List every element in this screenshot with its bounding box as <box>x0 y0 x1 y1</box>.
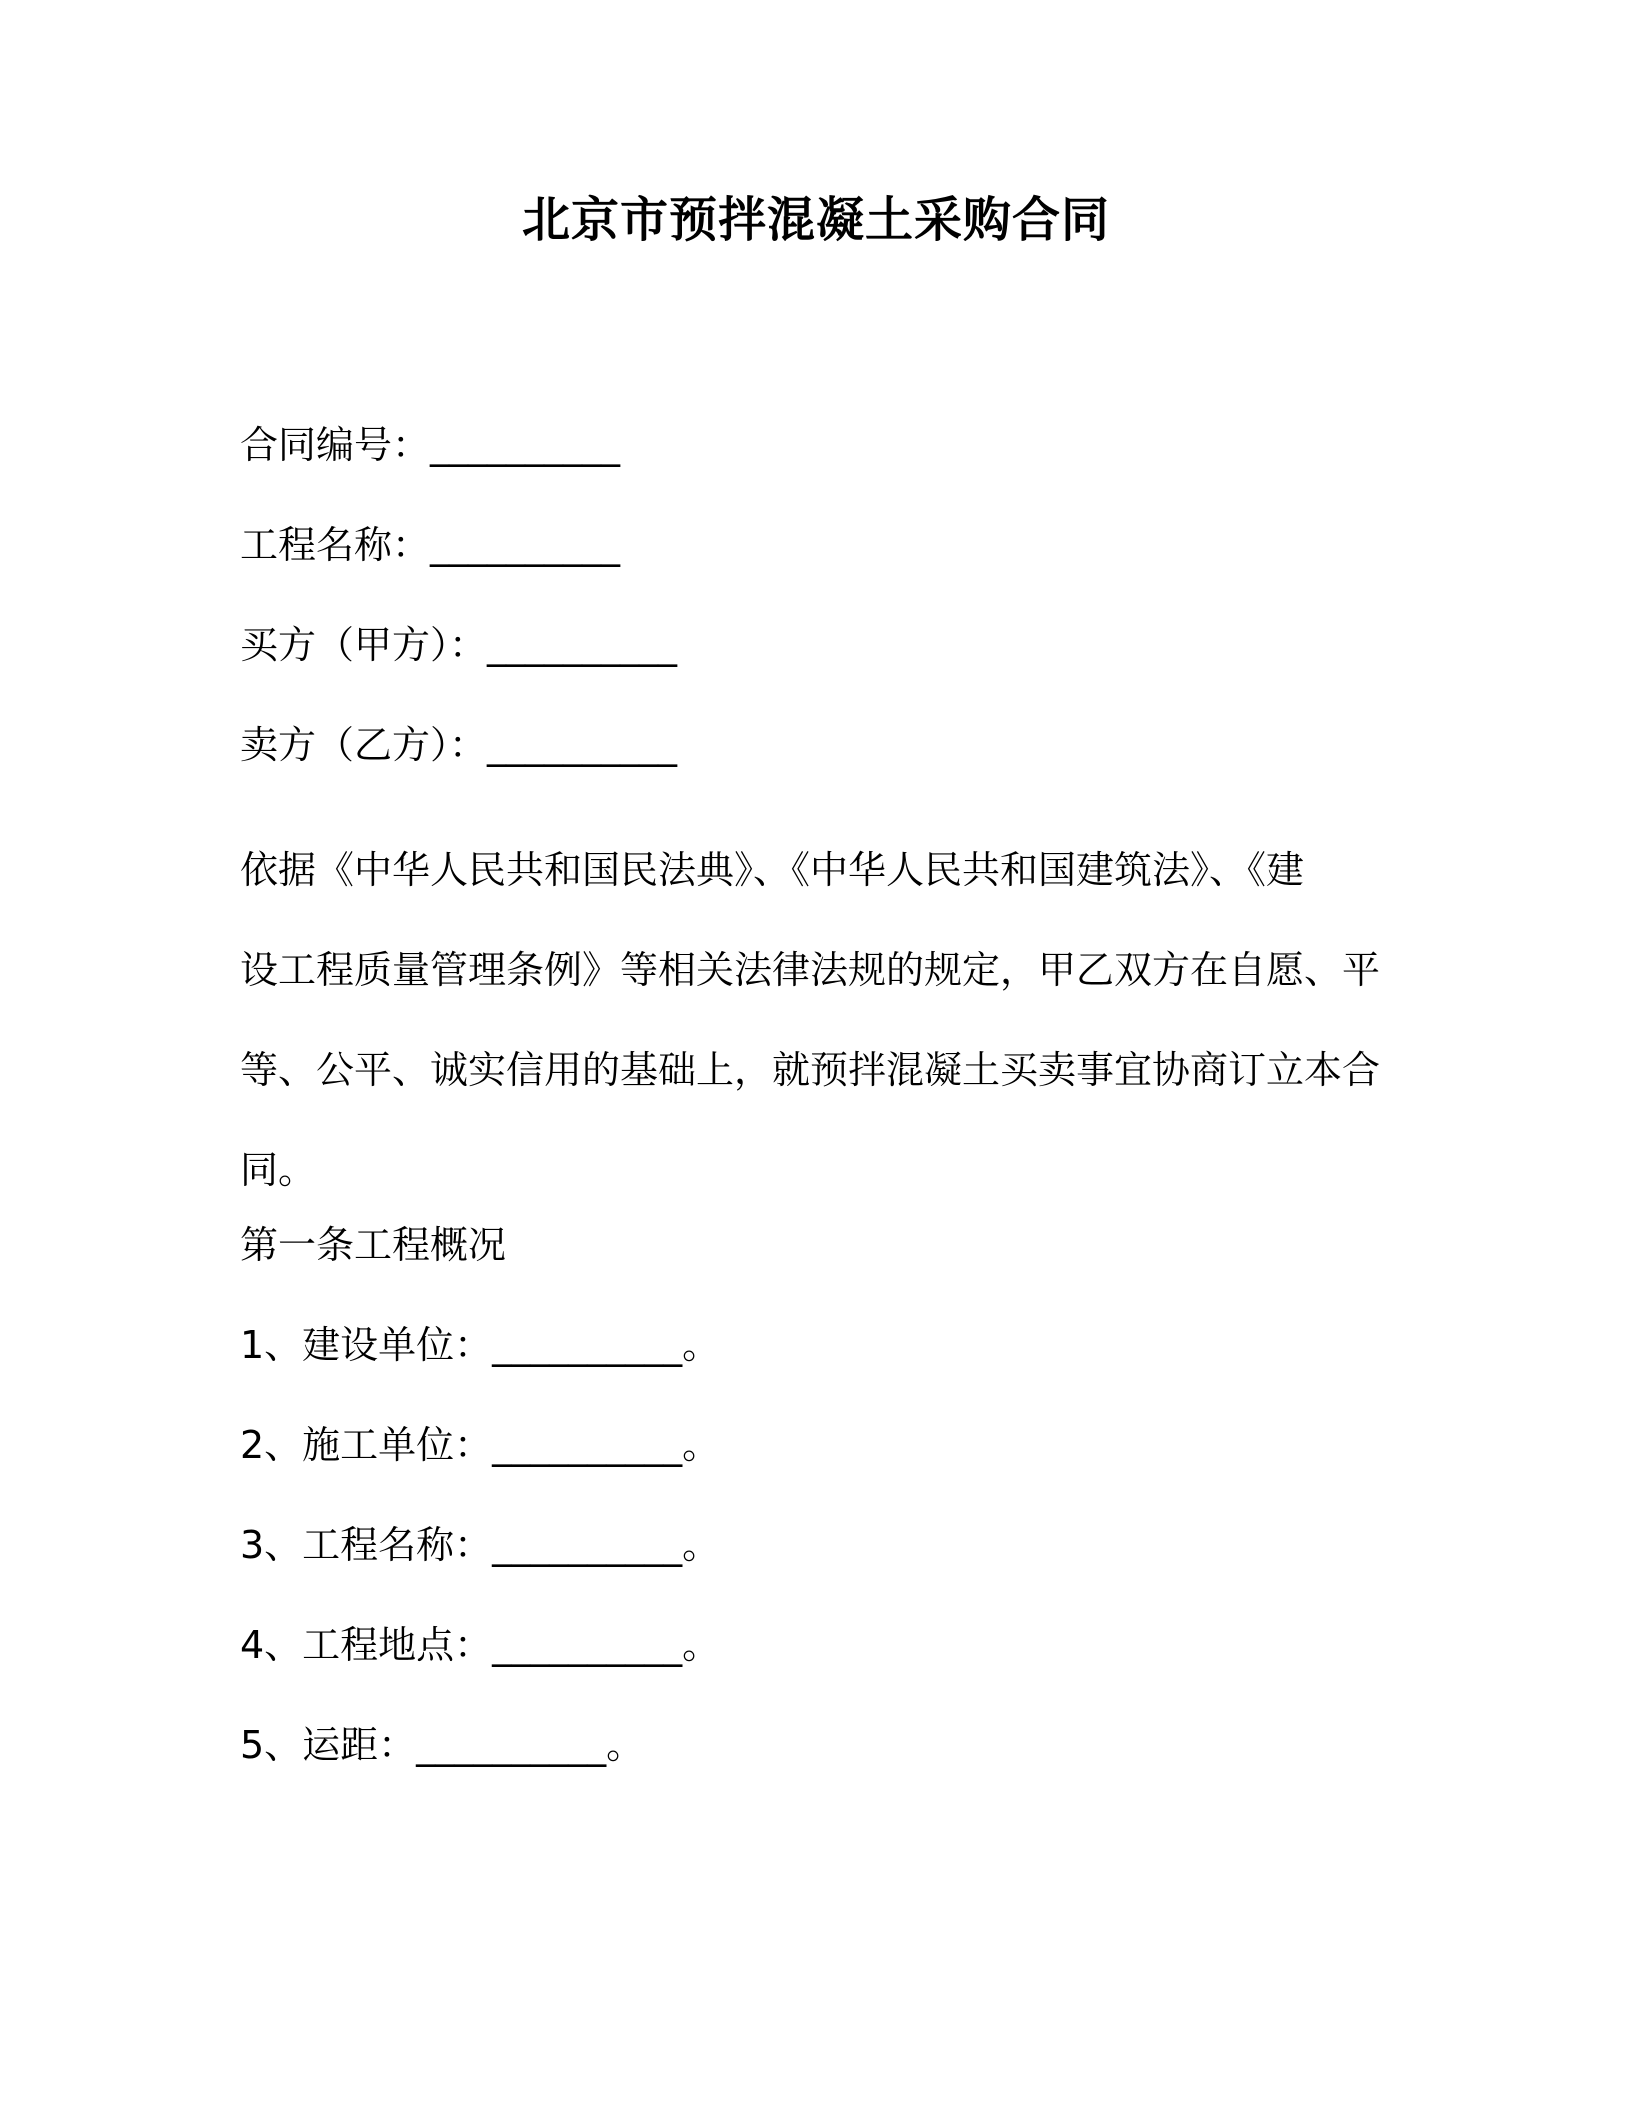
contract-number-field: 合同编号：__________ <box>240 423 621 467</box>
preamble-line: 等、公平、诚实信用的基础上，就预拌混凝土买卖事宜协商订立本合 <box>240 1048 1381 1092</box>
preamble-paragraph <box>240 820 1381 1220</box>
preamble-line: 设工程质量管理条例》等相关法律法规的规定，甲乙双方在自愿、平 <box>240 948 1381 992</box>
list-item-contractor: 2、施工单位：__________。 <box>240 1423 721 1467</box>
list-item-project-location: 4、工程地点：__________。 <box>240 1623 721 1667</box>
seller-field: 卖方（乙方）：__________ <box>240 723 678 767</box>
list-item-project-name: 3、工程名称：__________。 <box>240 1523 721 1567</box>
section-1-heading: 第一条工程概况 <box>240 1223 507 1267</box>
preamble-line: 依据《中华人民共和国民法典》、《中华人民共和国建筑法》、《建 <box>240 848 1305 892</box>
project-name-field: 工程名称：__________ <box>240 523 621 567</box>
preamble-line: 同。 <box>240 1148 317 1192</box>
buyer-field: 买方（甲方）：__________ <box>240 623 678 667</box>
list-item-construction-unit: 1、建设单位：__________。 <box>240 1323 721 1367</box>
document-title: 北京市预拌混凝土采购合同 <box>521 192 1110 248</box>
list-item-haul-distance: 5、运距：__________。 <box>240 1723 645 1767</box>
